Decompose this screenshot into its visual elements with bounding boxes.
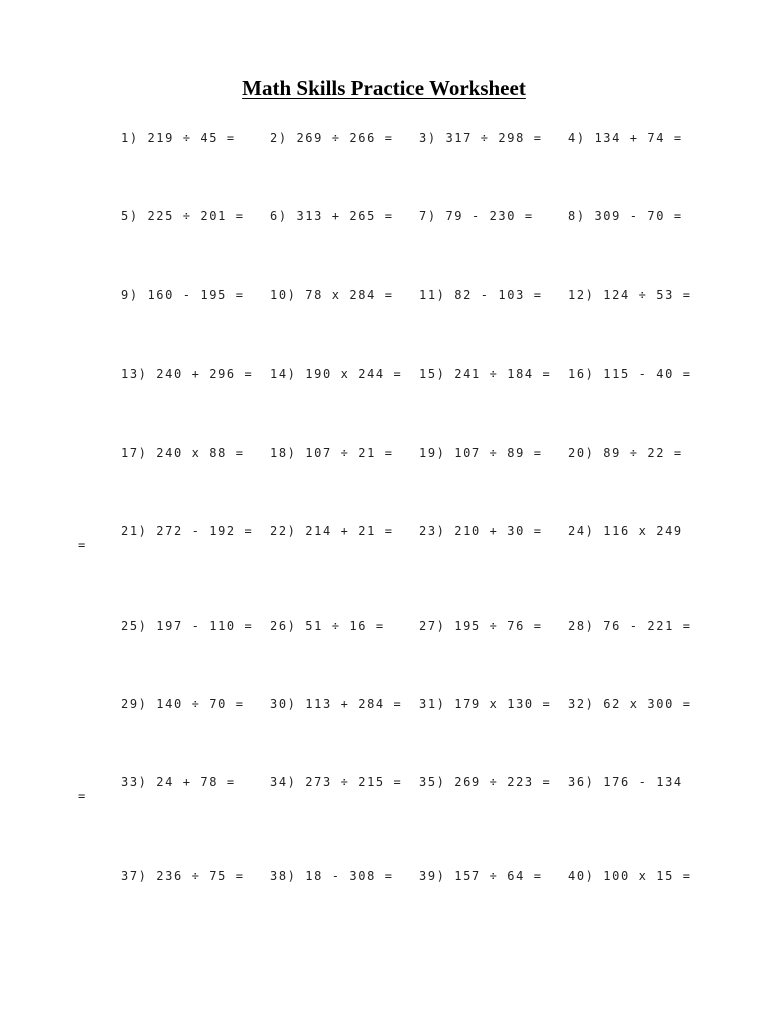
problem-37: 37) 236 ÷ 75 = xyxy=(121,869,245,883)
problem-21: 21) 272 - 192 = xyxy=(121,524,254,538)
problem-4: 4) 134 + 74 = xyxy=(568,131,683,145)
problem-24: 24) 116 x 249 xyxy=(568,524,683,538)
problem-36: 36) 176 - 134 xyxy=(568,775,683,789)
problem-22: 22) 214 + 21 = xyxy=(270,524,394,538)
problem-20: 20) 89 ÷ 22 = xyxy=(568,446,683,460)
problem-3: 3) 317 ÷ 298 = xyxy=(419,131,543,145)
problem-19: 19) 107 ÷ 89 = xyxy=(419,446,543,460)
problem-8: 8) 309 - 70 = xyxy=(568,209,683,223)
problem-18: 18) 107 ÷ 21 = xyxy=(270,446,394,460)
problem-35: 35) 269 ÷ 223 = xyxy=(419,775,552,789)
problem-11: 11) 82 - 103 = xyxy=(419,288,543,302)
wrapped-equals-sign: = xyxy=(78,789,86,803)
problem-27: 27) 195 ÷ 76 = xyxy=(419,619,543,633)
problem-38: 38) 18 - 308 = xyxy=(270,869,394,883)
problem-14: 14) 190 x 244 = xyxy=(270,367,403,381)
problem-15: 15) 241 ÷ 184 = xyxy=(419,367,552,381)
problem-17: 17) 240 x 88 = xyxy=(121,446,245,460)
problem-6: 6) 313 + 265 = xyxy=(270,209,394,223)
problem-9: 9) 160 - 195 = xyxy=(121,288,245,302)
problem-34: 34) 273 ÷ 215 = xyxy=(270,775,403,789)
problem-40: 40) 100 x 15 = xyxy=(568,869,692,883)
problem-2: 2) 269 ÷ 266 = xyxy=(270,131,394,145)
page-title: Math Skills Practice Worksheet xyxy=(242,76,526,100)
problem-28: 28) 76 - 221 = xyxy=(568,619,692,633)
problem-12: 12) 124 ÷ 53 = xyxy=(568,288,692,302)
problem-30: 30) 113 + 284 = xyxy=(270,697,403,711)
wrapped-equals-sign: = xyxy=(78,538,86,552)
problem-32: 32) 62 x 300 = xyxy=(568,697,692,711)
problem-13: 13) 240 + 296 = xyxy=(121,367,254,381)
problem-5: 5) 225 ÷ 201 = xyxy=(121,209,245,223)
problem-7: 7) 79 - 230 = xyxy=(419,209,534,223)
problem-23: 23) 210 + 30 = xyxy=(419,524,543,538)
problem-25: 25) 197 - 110 = xyxy=(121,619,254,633)
problem-31: 31) 179 x 130 = xyxy=(419,697,552,711)
problem-39: 39) 157 ÷ 64 = xyxy=(419,869,543,883)
problem-33: 33) 24 + 78 = xyxy=(121,775,236,789)
problem-26: 26) 51 ÷ 16 = xyxy=(270,619,385,633)
problem-29: 29) 140 ÷ 70 = xyxy=(121,697,245,711)
problem-1: 1) 219 ÷ 45 = xyxy=(121,131,236,145)
problem-10: 10) 78 x 284 = xyxy=(270,288,394,302)
problem-16: 16) 115 - 40 = xyxy=(568,367,692,381)
